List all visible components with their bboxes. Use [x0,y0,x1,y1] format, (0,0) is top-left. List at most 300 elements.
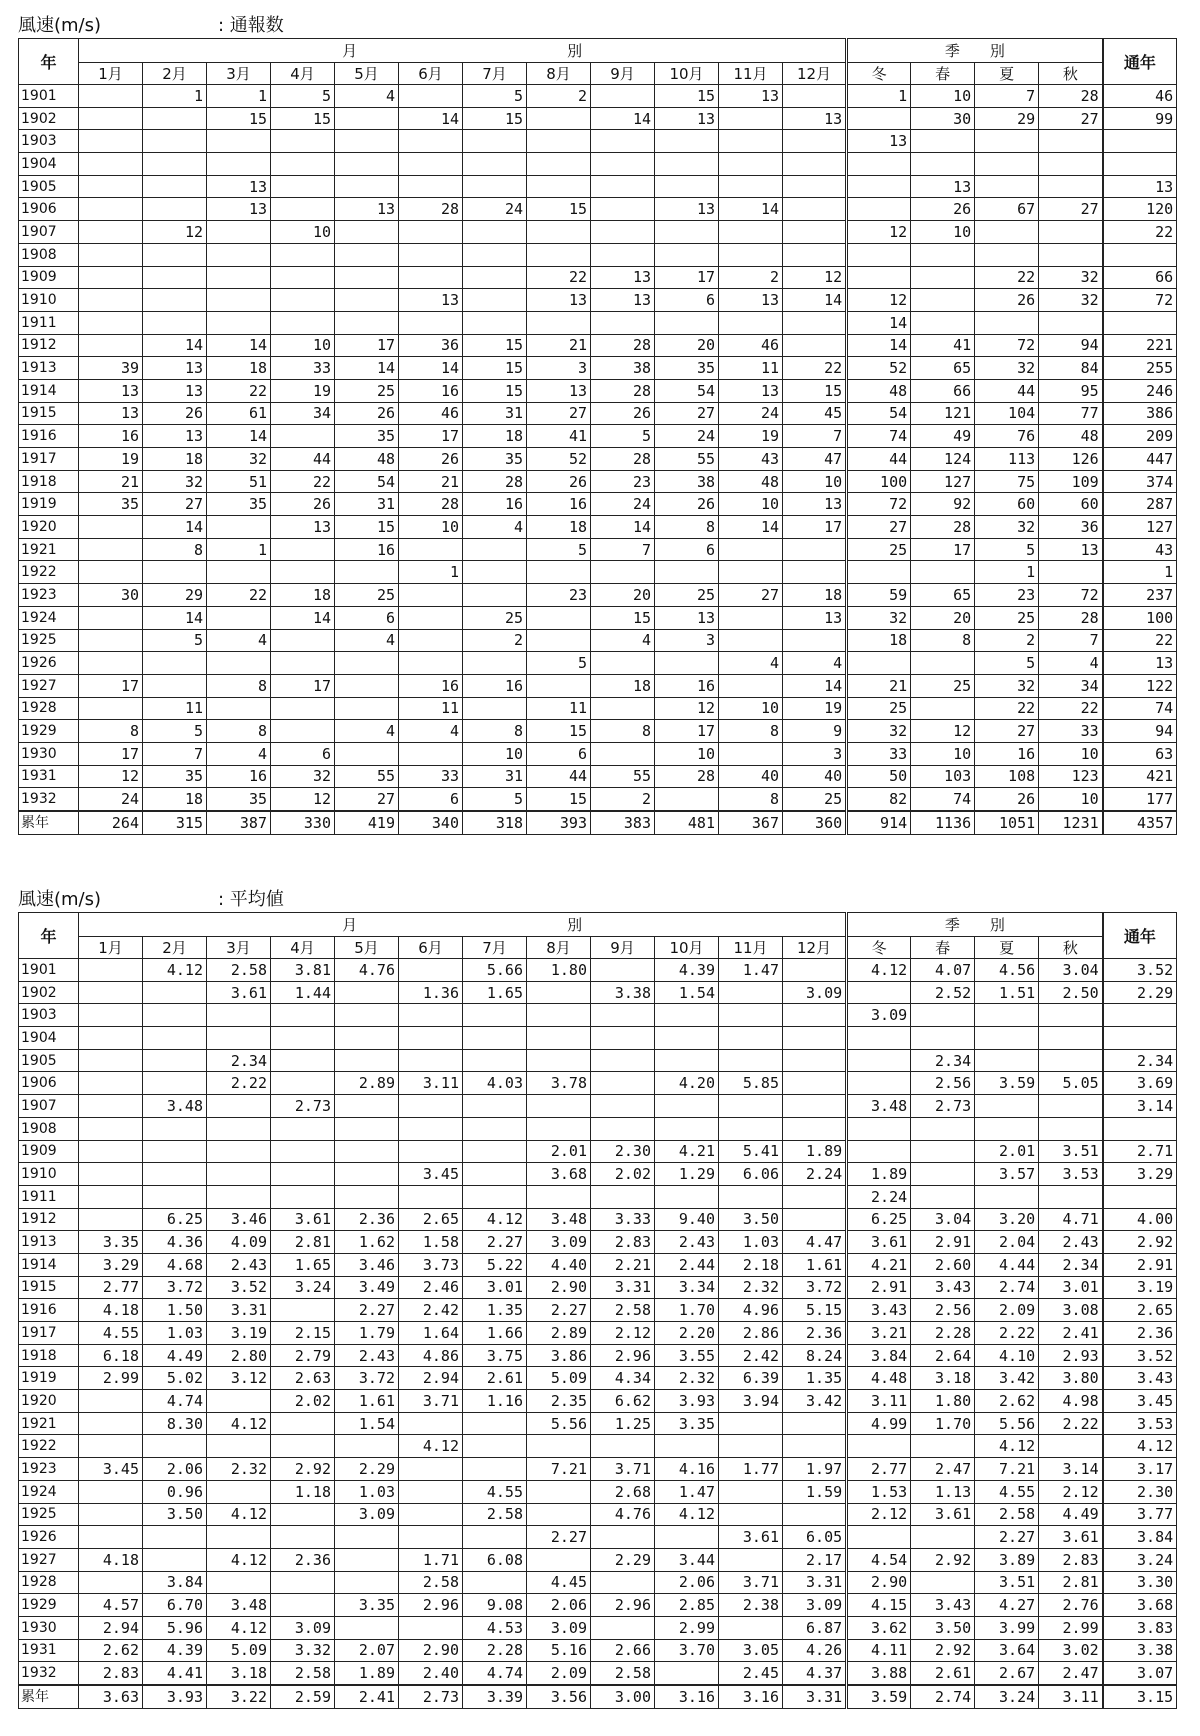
annual-cell: 122 [1103,674,1177,697]
month-cell [527,674,591,697]
month-cell [719,221,783,244]
year-cell: 1911 [19,1185,79,1208]
month-cell: 12 [783,266,847,289]
month-cell [527,1435,591,1458]
month-cell [655,1117,719,1140]
month-cell [527,1548,591,1571]
season-cell: 4.54 [847,1548,911,1571]
season-cell: 3.21 [847,1322,911,1345]
season-cell: 2.28 [911,1322,975,1345]
month-cell [399,266,463,289]
annual-cell [1103,1117,1177,1140]
year-cell: 1910 [19,289,79,312]
month-cell [271,1117,335,1140]
season-cell: 32 [975,357,1039,380]
month-cell [207,130,271,153]
month-cell [719,130,783,153]
month-cell: 6 [655,289,719,312]
season-cell: 2.61 [911,1662,975,1685]
month-cell [143,1072,207,1095]
month-cell: 4 [207,629,271,652]
month-cell: 2.58 [463,1503,527,1526]
month-cell: 9.40 [655,1208,719,1231]
month-cell: 13 [655,606,719,629]
month-header: 7月 [463,63,527,85]
month-cell [207,652,271,675]
month-header: 6月 [399,937,463,959]
month-cell: 17 [655,720,719,743]
month-cell: 2.85 [655,1594,719,1617]
month-cell: 2.02 [591,1163,655,1186]
season-cell: 82 [847,788,911,811]
table-row [19,402,1177,425]
table-row [19,1548,1177,1571]
month-cell [271,1299,335,1322]
month-cell [399,538,463,561]
month-cell [527,1027,591,1050]
month-cell: 21 [399,470,463,493]
month-cell: 18 [271,584,335,607]
month-cell: 13 [591,289,655,312]
month-cell [207,516,271,539]
month-cell: 4.57 [79,1594,143,1617]
month-cell: 4 [335,629,399,652]
year-cell: 1929 [19,1594,79,1617]
season-cell: 26 [975,289,1039,312]
season-cell: 2.76 [1039,1594,1103,1617]
table-row [19,221,1177,244]
season-cell: 84 [1039,357,1103,380]
month-cell: 5.56 [527,1412,591,1435]
season-cell: 108 [975,765,1039,788]
table-row [19,1208,1177,1231]
year-cell: 1916 [19,1299,79,1322]
year-cell: 1908 [19,243,79,266]
month-cell [335,981,399,1004]
month-cell [79,981,143,1004]
season-cell: 2.47 [911,1458,975,1481]
month-cell [79,1140,143,1163]
month-cell [335,1049,399,1072]
month-cell [783,153,847,176]
month-cell: 18 [463,425,527,448]
year-cell: 1917 [19,448,79,471]
year-cell: 1927 [19,674,79,697]
month-cell [79,1185,143,1208]
month-cell: 18 [143,448,207,471]
annual-cell [1103,1004,1177,1027]
month-cell [719,742,783,765]
month-cell: 3.63 [79,1685,143,1708]
season-cell: 4 [1039,652,1103,675]
year-cell: 1901 [19,85,79,108]
month-cell: 6 [527,742,591,765]
month-cell: 2.18 [719,1253,783,1276]
season-cell: 33 [1039,720,1103,743]
month-cell: 6 [399,788,463,811]
month-cell: 8 [655,516,719,539]
month-cell: 1.80 [527,959,591,982]
season-cell: 3.11 [847,1390,911,1413]
count-section [18,14,1176,835]
month-cell [79,1117,143,1140]
month-cell: 1.35 [463,1299,527,1322]
month-cell: 6.70 [143,1594,207,1617]
season-cell: 27 [975,720,1039,743]
month-cell: 3.48 [207,1594,271,1617]
year-cell: 1920 [19,516,79,539]
month-cell [719,153,783,176]
season-cell: 4.99 [847,1412,911,1435]
annual-cell: 3.15 [1103,1685,1177,1708]
month-cell [271,697,335,720]
month-cell [335,1027,399,1050]
month-cell: 2.45 [719,1662,783,1685]
month-cell [719,674,783,697]
season-cell [911,1435,975,1458]
month-cell [79,130,143,153]
month-cell: 25 [783,788,847,811]
season-cell [847,652,911,675]
month-cell: 16 [79,425,143,448]
mean-table [18,912,1177,1709]
month-cell: 10 [719,493,783,516]
month-cell [655,1095,719,1118]
month-cell [655,1004,719,1027]
season-cell: 2.27 [975,1526,1039,1549]
season-cell: 2.41 [1039,1322,1103,1345]
month-cell: 2.38 [719,1594,783,1617]
season-cell: 13 [847,130,911,153]
month-cell: 16 [335,538,399,561]
annual-cell: 2.30 [1103,1480,1177,1503]
season-cell: 25 [847,697,911,720]
title-statistic: : 通報数 [218,15,284,36]
month-cell [527,130,591,153]
season-cell: 2.47 [1039,1662,1103,1685]
table-row [19,1027,1177,1050]
year-cell: 1907 [19,221,79,244]
month-cell [335,130,399,153]
month-cell: 18 [527,516,591,539]
month-cell [335,1163,399,1186]
month-cell: 2.42 [399,1299,463,1322]
month-cell: 14 [143,606,207,629]
month-cell [527,175,591,198]
month-cell: 5 [527,652,591,675]
season-cell [911,266,975,289]
month-cell: 3.49 [335,1276,399,1299]
table-row [19,448,1177,471]
season-cell: 33 [847,742,911,765]
table-row [19,1435,1177,1458]
month-cell [79,652,143,675]
month-cell: 1 [207,85,271,108]
month-cell: 32 [207,448,271,471]
month-cell: 33 [399,765,463,788]
month-cell: 5 [463,85,527,108]
month-cell: 5.09 [527,1367,591,1390]
month-cell: 18 [783,584,847,607]
month-cell: 8.24 [783,1344,847,1367]
month-cell [207,266,271,289]
table-row [19,1117,1177,1140]
month-cell: 3.68 [527,1163,591,1186]
month-cell [719,1616,783,1639]
month-cell: 21 [79,470,143,493]
month-cell [143,561,207,584]
month-cell [591,1072,655,1095]
year-cell: 1928 [19,1571,79,1594]
month-cell: 14 [783,289,847,312]
month-cell: 1 [207,538,271,561]
month-cell [143,289,207,312]
season-cell: 25 [975,606,1039,629]
month-cell: 3.09 [335,1503,399,1526]
month-cell: 6 [335,606,399,629]
month-cell: 5 [591,425,655,448]
month-cell [527,1117,591,1140]
season-cell: 28 [911,516,975,539]
month-cell: 6.62 [591,1390,655,1413]
annual-cell: 255 [1103,357,1177,380]
month-cell: 13 [143,425,207,448]
month-cell [719,175,783,198]
season-cell: 17 [911,538,975,561]
month-cell [335,266,399,289]
month-cell [463,1458,527,1481]
month-cell [591,652,655,675]
month-cell: 31 [335,493,399,516]
season-cell [975,130,1039,153]
season-cell [1039,243,1103,266]
season-cell: 2.99 [1039,1616,1103,1639]
month-cell: 13 [719,289,783,312]
month-cell [591,1616,655,1639]
table-row [19,981,1177,1004]
season-cell: 126 [1039,448,1103,471]
month-cell: 3.48 [527,1208,591,1231]
season-cell: 4.10 [975,1344,1039,1367]
month-cell: 2.01 [527,1140,591,1163]
season-cell: 127 [911,470,975,493]
month-cell: 12 [143,221,207,244]
month-cell [399,175,463,198]
month-cell: 35 [79,493,143,516]
month-cell [79,334,143,357]
month-cell: 1.47 [719,959,783,982]
month-cell: 4 [335,720,399,743]
annual-cell: 287 [1103,493,1177,516]
month-cell [79,1095,143,1118]
month-cell: 4.74 [143,1390,207,1413]
season-cell: 3.64 [975,1639,1039,1662]
month-cell: 8 [79,720,143,743]
month-cell: 2.28 [463,1639,527,1662]
year-cell: 1915 [19,402,79,425]
month-cell [463,1004,527,1027]
month-cell: 54 [335,470,399,493]
season-cell [847,1140,911,1163]
year-cell: 1931 [19,1639,79,1662]
season-cell [847,1526,911,1549]
month-cell [399,1140,463,1163]
month-cell [719,1185,783,1208]
month-cell: 3.05 [719,1639,783,1662]
month-cell: 14 [143,516,207,539]
month-cell [271,1412,335,1435]
month-cell [143,1117,207,1140]
year-cell: 1903 [19,1004,79,1027]
month-cell: 4.49 [143,1344,207,1367]
month-cell [591,1435,655,1458]
month-header: 12月 [783,63,847,85]
season-cell [847,561,911,584]
table-row [19,130,1177,153]
table-row [19,742,1177,765]
month-cell: 4.26 [783,1639,847,1662]
month-cell: 18 [143,788,207,811]
year-cell: 1920 [19,1390,79,1413]
month-cell: 11 [527,697,591,720]
month-cell [783,1117,847,1140]
month-cell [271,198,335,221]
annual-cell [1103,1185,1177,1208]
month-header: 11月 [719,937,783,959]
month-cell [271,1072,335,1095]
month-cell: 26 [335,402,399,425]
month-cell: 14 [335,357,399,380]
month-cell: 13 [143,357,207,380]
season-cell [975,1117,1039,1140]
month-cell [399,629,463,652]
month-cell [527,221,591,244]
season-cell [911,153,975,176]
month-cell: 15 [527,720,591,743]
month-cell: 4.18 [79,1548,143,1571]
season-cell: 30 [911,107,975,130]
month-cell: 318 [463,811,527,834]
month-cell: 4.21 [655,1140,719,1163]
month-cell: 14 [271,606,335,629]
month-cell: 41 [527,425,591,448]
month-cell: 3.31 [783,1685,847,1708]
month-cell: 10 [783,470,847,493]
month-cell: 2.46 [399,1276,463,1299]
month-cell: 5.02 [143,1367,207,1390]
month-cell [719,629,783,652]
month-cell: 3.45 [79,1458,143,1481]
year-cell: 1906 [19,198,79,221]
month-cell: 12 [655,697,719,720]
month-cell: 6 [655,538,719,561]
annual-cell: 22 [1103,221,1177,244]
month-cell [335,1548,399,1571]
season-cell [911,1571,975,1594]
month-cell: 330 [271,811,335,834]
season-cell: 1136 [911,811,975,834]
month-cell [143,652,207,675]
month-cell [719,1027,783,1050]
mean-section [18,888,1176,1709]
month-cell [79,198,143,221]
month-cell [335,1140,399,1163]
month-cell: 2.29 [335,1458,399,1481]
season-cell: 113 [975,448,1039,471]
month-cell: 2.90 [527,1276,591,1299]
season-cell: 52 [847,357,911,380]
month-cell: 35 [655,357,719,380]
season-cell: 3.89 [975,1548,1039,1571]
season-cell: 3.04 [911,1208,975,1231]
month-cell: 2.06 [655,1571,719,1594]
month-cell: 16 [527,493,591,516]
season-group-header: 季 別 [847,39,1103,63]
season-cell: 3.61 [1039,1526,1103,1549]
month-cell: 2.90 [399,1639,463,1662]
annual-cell: 221 [1103,334,1177,357]
season-cell: 60 [1039,493,1103,516]
month-cell: 6.18 [79,1344,143,1367]
month-cell: 22 [527,266,591,289]
month-cell: 17 [783,516,847,539]
season-cell: 6.25 [847,1208,911,1231]
month-cell [591,1027,655,1050]
month-cell: 15 [463,334,527,357]
month-cell [143,175,207,198]
month-header: 12月 [783,937,847,959]
table-row [19,379,1177,402]
month-cell: 32 [143,470,207,493]
month-cell: 3.39 [463,1685,527,1708]
month-cell [79,606,143,629]
season-cell: 2.64 [911,1344,975,1367]
month-cell: 61 [207,402,271,425]
month-cell [207,289,271,312]
month-cell [527,1503,591,1526]
month-cell: 4.53 [463,1616,527,1639]
month-cell: 2.36 [335,1208,399,1231]
month-cell: 2.89 [335,1072,399,1095]
month-cell: 13 [79,379,143,402]
year-cell: 1904 [19,153,79,176]
month-cell [207,1435,271,1458]
month-cell: 5 [143,629,207,652]
annual-cell: 13 [1103,652,1177,675]
month-cell: 2.27 [463,1231,527,1254]
month-cell: 14 [783,674,847,697]
season-cell: 3.80 [1039,1367,1103,1390]
month-cell [463,1163,527,1186]
month-cell [591,1571,655,1594]
month-cell: 13 [527,289,591,312]
year-cell: 1930 [19,742,79,765]
month-cell: 22 [783,357,847,380]
month-cell: 1.47 [655,1480,719,1503]
month-cell [143,243,207,266]
month-cell: 3.71 [591,1458,655,1481]
month-cell: 5 [143,720,207,743]
season-cell: 1.53 [847,1480,911,1503]
season-cell [911,1027,975,1050]
month-cell: 7.21 [527,1458,591,1481]
month-cell: 15 [527,198,591,221]
season-cell: 4.98 [1039,1390,1103,1413]
season-cell: 3.99 [975,1616,1039,1639]
month-cell: 13 [271,516,335,539]
month-cell: 2.79 [271,1344,335,1367]
month-cell [143,311,207,334]
